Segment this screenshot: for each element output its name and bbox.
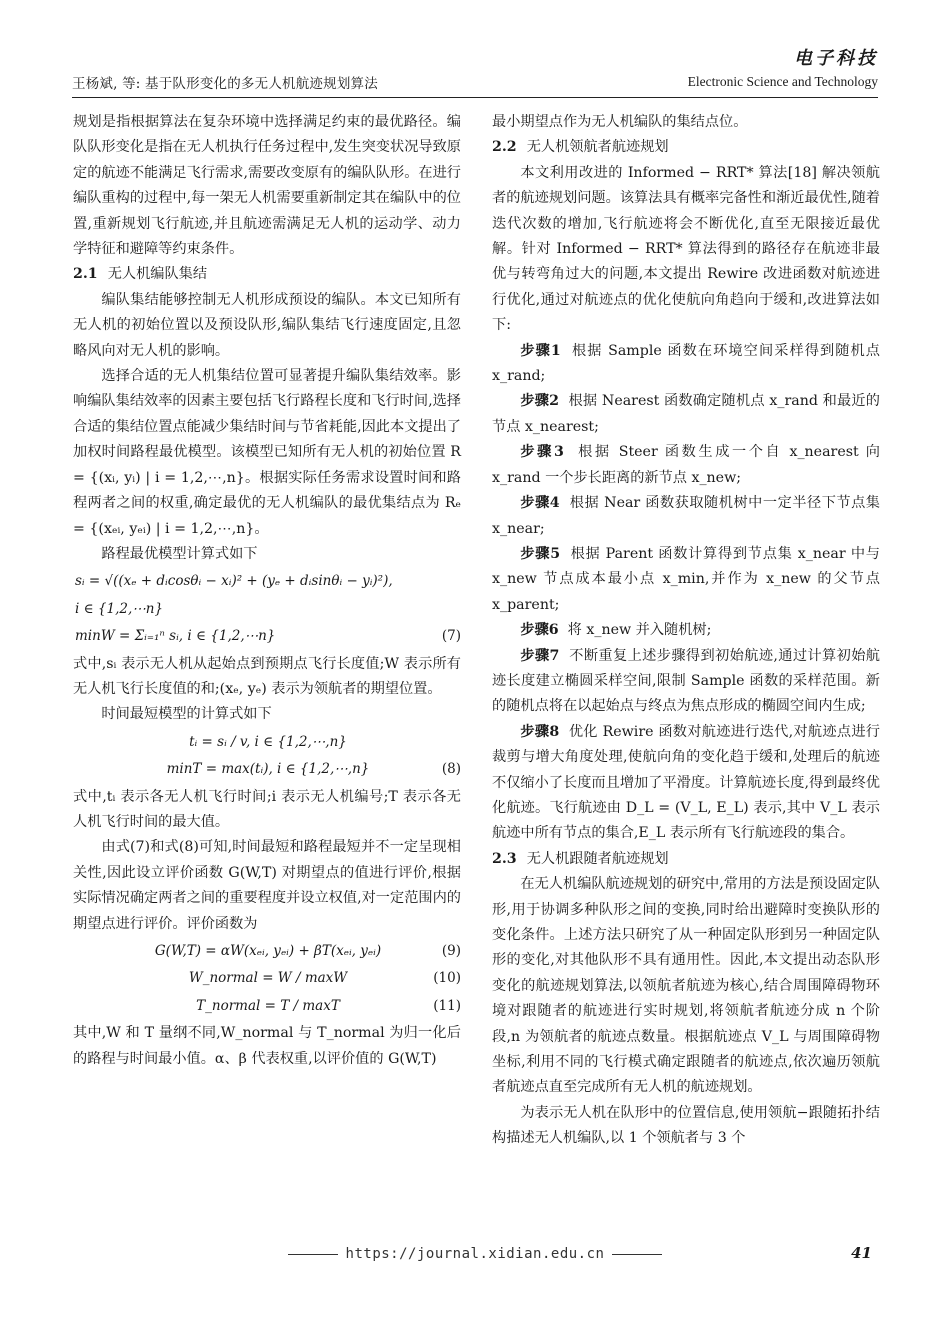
step-item <box>492 440 880 491</box>
step-item <box>492 491 880 542</box>
paragraph: 选择合适的无人机集结位置可显著提升编队集结效率。影响编队集结效率的因素主要包括飞行路程长度和飞行时间,选择合适的集结位置点能减少集结时间与节省耗能,因此本文提出了加权时间路程最优模型。该模型已知所有无人机的初始位置 R = {(xᵢ, yᵢ) | i = 1,2,⋯,n}。根据实际任务需求设置时间和路程两者之间的权重,确定最优的无人机编队的最优集结点为 Rₑ = {(xₑᵢ, yₑᵢ) | i = 1,2,⋯,n}。 <box>73 368 461 537</box>
equation-body: minT = max(tᵢ), i ∈ {1,2,⋯,n} <box>166 761 370 778</box>
footer-rule-right <box>612 1254 662 1255</box>
paragraph: 式中,tᵢ 表示各无人机飞行时间;i 表示无人机编号;T 表示各无人机飞行时间的最大值。 <box>73 788 461 830</box>
step-item <box>492 644 880 720</box>
paragraph: 式中,sᵢ 表示无人机从起始点到预期点飞行长度值;W 表示所有无人机飞行长度值的和;(xₑ, yₑ) 表示为领航者的期望位置。 <box>73 655 461 697</box>
step-text: 优化 Rewire 函数对航迹进行迭代,对航迹点进行裁剪与增大角度处理,使航向角的变化趋于缓和,处理后的航迹不仅缩小了长度而且增加了平滑度。计算航迹长度,得到最终优化航迹。飞行航迹由 D_L = (V_L, E_L) 表示,其中 V_L 表示航迹中所有节点的集合,E_L 表示所有飞行航迹段的集合。 <box>492 723 880 842</box>
paragraph-continued: 最小期望点作为无人机编队的集结点位。 <box>492 114 748 130</box>
equation-7 <box>73 624 461 649</box>
equation-body: minW = Σᵢ₌₁ⁿ sᵢ, i ∈ {1,2,⋯n} <box>75 628 276 645</box>
left-column <box>73 110 461 1072</box>
section-title: 无人机编队集结 <box>107 266 208 283</box>
step-item <box>492 389 880 440</box>
paragraph: 时间最短模型的计算式如下 <box>101 706 272 723</box>
equation-distance: sᵢ = √((xₑ + dᵢcosθᵢ − xᵢ)² + (yₑ + dᵢsinθᵢ − yᵢ)²), <box>75 573 393 590</box>
step-item <box>492 720 880 847</box>
equation-number: (7) <box>441 628 461 645</box>
algorithm-steps <box>492 339 880 847</box>
step-text: 根据 Sample 函数在环境空间采样得到随机点 x_rand; <box>492 342 880 385</box>
section-heading-2-3 <box>492 847 880 872</box>
step-text: 根据 Parent 函数计算得到节点集 x_near 中与 x_new 节点成本最小点 x_min,并作为 x_new 的父节点 x_parent; <box>492 545 880 613</box>
journal-name: Electronic Science and Technology <box>687 74 878 89</box>
section-number: 2.2 <box>492 139 517 156</box>
equation-body: T_normal = T / maxT <box>196 997 340 1014</box>
step-label: 步骤4 <box>520 495 560 512</box>
step-text: 根据 Steer 函数生成一个自 x_nearest 向 x_rand 一个步长距离的新节点 x_new; <box>492 444 880 486</box>
step-text: 将 x_new 并入随机树; <box>567 622 712 639</box>
section-heading-2-2 <box>492 135 880 160</box>
equation-time: tᵢ = sᵢ / v, i ∈ {1,2,⋯,n} <box>189 733 347 750</box>
equation-number: (11) <box>433 997 461 1014</box>
section-title: 无人机跟随者航迹规划 <box>526 850 669 867</box>
equation-body: G(W,T) = αW(xₑᵢ, yₑᵢ) + βT(xₑᵢ, yₑᵢ) <box>154 943 382 959</box>
step-label: 步骤6 <box>520 622 559 639</box>
paragraph: 本文利用改进的 Informed − RRT* 算法[18] 解决领航者的航迹规划问题。该算法具有概率完备性和渐近最优性,随着迭代次数的增加,飞行航迹将会不断优化,直至无限接近最优解。针对 Informed − RRT* 算法得到的路径存在航迹非最优与转弯角过大的问题,本文提出 Rewire 改进函数对航迹进行优化,通过对航迹点的优化使航向角趋向于缓和,改进算法如下: <box>492 164 880 334</box>
step-label: 步骤1 <box>520 342 561 359</box>
equation-body: W_normal = W / maxW <box>188 970 348 987</box>
step-item <box>492 542 880 618</box>
equation-condition: i ∈ {1,2,⋯n} <box>75 600 164 617</box>
step-item <box>492 339 880 390</box>
paragraph: 由式(7)和式(8)可知,时间最短和路程最短并不一定呈现相关性,因此设立评价函数 G(W,T) 对期望点的值进行评价,根据实际情况确定两者之间的重要程度并设立权值,对一定范围内的期望点进行评价。评价函数为 <box>73 839 461 932</box>
step-label: 步骤8 <box>520 723 560 740</box>
step-text: 根据 Near 函数获取随机树中一定半径下节点集 x_near; <box>492 495 880 537</box>
step-text: 不断重复上述步骤得到初始航迹,通过计算初始航迹长度建立椭圆采样空间,限制 Sample 函数的采样范围。新的随机点将在以起始点与终点为焦点形成的椭圆空间内生成; <box>492 647 880 715</box>
paragraph: 为表示无人机在队形中的位置信息,使用领航−跟随拓扑结构描述无人机编队,以 1 个领航者与 3 个 <box>492 1104 880 1147</box>
section-number: 2.3 <box>492 850 517 867</box>
step-label: 步骤3 <box>520 444 564 461</box>
equation-number: (9) <box>441 943 461 959</box>
paragraph: 在无人机编队航迹规划的研究中,常用的方法是预设固定队形,用于协调多种队形之间的变换,同时给出避障时变换队形的变化条件。上述方法只研究了从一种固定队形到另一种固定队形的变化,对其他队形不具有通用性。因此,本文提出动态队形变化的航迹规划算法,以领航者航迹为核心,结合周围障碍物环境对跟随者的航迹进行实时规划,将领航者航迹分成 n 个阶段,n 为领航者的航迹点数量。根据航迹点 V_L 与周围障碍物坐标,利用不同的飞行模式确定跟随者的航迹点,依次遍历领航者航迹点直至完成所有无人机的航迹规划。 <box>492 876 880 1096</box>
paragraph: 编队集结能够控制无人机形成预设的编队。本文已知所有无人机的初始位置以及预设队形,编队集结飞行速度固定,且忽略风向对无人机的影响。 <box>73 291 461 359</box>
step-text: 根据 Nearest 函数确定随机点 x_rand 和最近的节点 x_nearest; <box>492 393 880 435</box>
step-label: 步骤5 <box>520 545 561 562</box>
paragraph: 其中,W 和 T 量纲不同,W_normal 与 T_normal 为归一化后的路程与时间最小值。α、β 代表权重,以评价值的 G(W,T) <box>73 1025 461 1067</box>
step-label: 步骤7 <box>520 647 560 664</box>
equation-10 <box>73 966 461 991</box>
footer-url[interactable]: https://journal.xidian.edu.cn <box>345 1246 605 1262</box>
step-item <box>492 618 880 643</box>
equation-number: (10) <box>433 970 461 987</box>
right-column <box>492 110 880 1152</box>
equation-number: (8) <box>441 761 461 778</box>
paragraph: 路程最优模型计算式如下 <box>101 545 258 562</box>
page-number: 41 <box>851 1244 872 1262</box>
step-label: 步骤2 <box>520 393 560 410</box>
equation-8 <box>73 757 461 782</box>
equation-11 <box>73 994 461 1019</box>
section-title: 无人机领航者航迹规划 <box>526 139 669 156</box>
section-number: 2.1 <box>73 266 98 283</box>
journal-logo: 电子科技 <box>794 48 878 69</box>
footer-rule-left <box>288 1254 338 1255</box>
equation-9 <box>73 939 461 964</box>
header-divider <box>72 97 878 98</box>
footer <box>0 1246 950 1262</box>
paragraph-intro: 规划是指根据算法在复杂环境中选择满足约束的最优路径。编队队形变化是指在无人机执行任务过程中,发生突变状况导致原定的航迹不能满足飞行需求,需要改变原有的编队队形。在进行编队重构的过程中,每一架无人机需要重新制定其在编队中的位置,重新规划飞行航迹,并且航迹需满足无人机的运动学、动力学特征和避障等约束条件。 <box>73 114 461 258</box>
running-header: 王杨斌, 等: 基于队形变化的多无人机航迹规划算法 <box>72 76 378 92</box>
section-heading-2-1 <box>73 262 461 287</box>
